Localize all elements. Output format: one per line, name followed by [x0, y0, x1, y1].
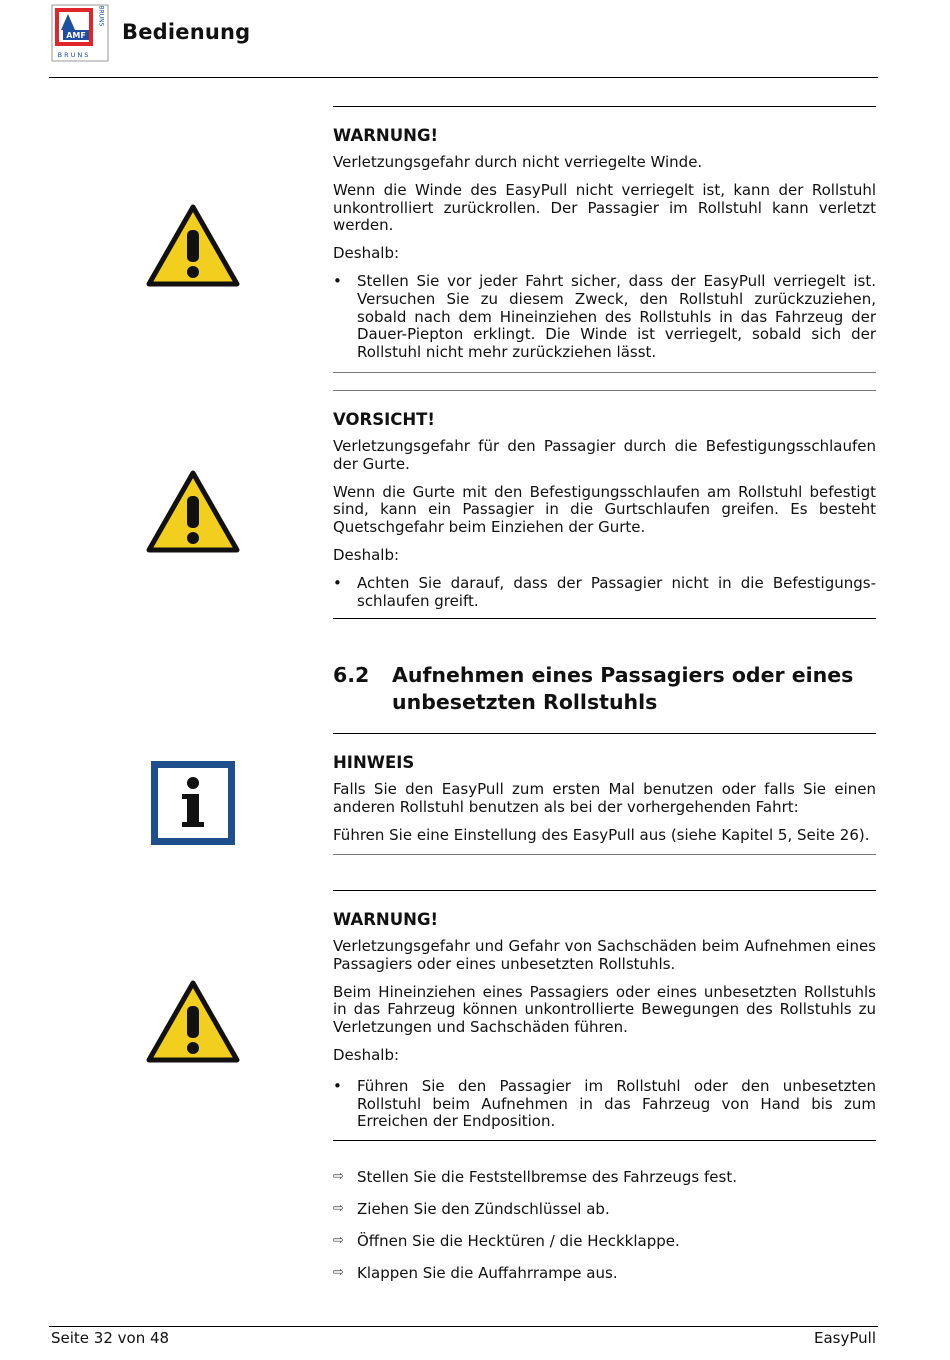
bullet-dot: •	[333, 271, 342, 290]
warning-notice-winch	[333, 106, 876, 373]
notice-paragraph: Beim Hineinziehen eines Passagiers oder eines unbesetzten Rollstuhls in das Fahrzeug können unkontrollierte Bewegungen des Rollstuhls zu Verletzungen und Sachschäden führen.	[333, 982, 876, 1037]
notice-bottom-rule	[333, 372, 876, 373]
warning-triangle-icon	[146, 470, 240, 553]
step-item	[333, 1168, 876, 1200]
logo-side-text: BRUNS	[97, 5, 105, 27]
notice-bullet	[333, 1078, 876, 1131]
bullet-dot: •	[333, 1076, 342, 1095]
notice-paragraph: Deshalb:	[333, 1045, 400, 1064]
arrow-right-icon: ⇨	[333, 1233, 344, 1248]
info-icon	[151, 761, 235, 845]
notice-paragraph: Wenn die Gurte mit den Befestigungsschlaufen am Rollstuhl befestigt sind, kann ein Passagier in die Gurtschlaufen greifen. Es besteht Quetschgefahr beim Einziehen der Gurte.	[333, 482, 876, 537]
notice-bullet	[333, 273, 876, 362]
step-list	[333, 1168, 876, 1296]
notice-paragraph: Deshalb:	[333, 244, 400, 263]
notice-heading: WARNUNG!	[333, 910, 439, 929]
notice-bottom-rule	[333, 618, 876, 619]
bullet-dot: •	[333, 573, 342, 592]
step-text: Ziehen Sie den Zündschlüssel ab.	[357, 1200, 610, 1218]
warning-notice-pickup	[333, 890, 876, 1141]
notice-paragraph: Verletzungsgefahr durch nicht verriegelte Winde.	[333, 153, 703, 171]
notice-top-rule	[333, 390, 876, 391]
arrow-right-icon: ⇨	[333, 1265, 344, 1280]
step-item	[333, 1232, 876, 1264]
arrow-right-icon: ⇨	[333, 1201, 344, 1216]
step-text: Klappen Sie die Auffahrrampe aus.	[357, 1264, 618, 1282]
logo-text: AMF	[66, 31, 86, 40]
notice-bullet	[333, 575, 876, 611]
notice-top-rule	[333, 733, 876, 734]
notice-heading: HINWEIS	[333, 753, 415, 772]
notice-top-rule	[333, 106, 876, 107]
page-number: Seite 32 von 48	[51, 1329, 170, 1347]
notice-paragraph: Verletzungsgefahr und Gefahr von Sachschäden beim Aufnehmen eines Passagiers oder eines unbesetzten Rollstuhls.	[333, 937, 876, 973]
product-name: EasyPull	[814, 1329, 876, 1347]
logo-bottom-text: BRUNS	[57, 51, 91, 59]
notice-top-rule	[333, 890, 876, 891]
notice-bottom-rule	[333, 1140, 876, 1141]
arrow-right-icon: ⇨	[333, 1169, 344, 1184]
bullet-text: Achten Sie darauf, dass der Passagier nicht in die Befestigungs-schlaufen greift.	[357, 573, 876, 610]
notice-paragraph: Falls Sie den EasyPull zum ersten Mal benutzen oder falls Sie einen anderen Rollstuhl benutzen als bei der vorhergehenden Fahrt:	[333, 780, 876, 816]
caution-notice-straps	[333, 390, 876, 619]
step-text: Öffnen Sie die Hecktüren / die Heckklappe.	[357, 1232, 680, 1250]
footer-divider	[49, 1326, 878, 1327]
header-title: Bedienung	[122, 20, 251, 44]
step-item	[333, 1200, 876, 1232]
warning-triangle-icon	[146, 204, 240, 287]
header-divider	[49, 77, 878, 78]
notice-heading: VORSICHT!	[333, 410, 435, 429]
notice-paragraph: Verletzungsgefahr für den Passagier durch die Befestigungsschlaufen der Gurte.	[333, 437, 876, 473]
company-logo	[51, 4, 109, 62]
bullet-text: Führen Sie den Passagier im Rollstuhl oder den unbesetzten Rollstuhl beim Aufnehmen in das Fahrzeug von Hand bis zum Erreichen der Endposition.	[357, 1076, 876, 1131]
notice-paragraph: Wenn die Winde des EasyPull nicht verriegelt ist, kann der Rollstuhl unkontrolliert zurückrollen. Der Passagier im Rollstuhl kann verletzt werden.	[333, 180, 876, 235]
notice-heading: WARNUNG!	[333, 126, 439, 145]
notice-paragraph: Deshalb:	[333, 545, 400, 564]
section-number: 6.2	[333, 663, 370, 687]
notice-paragraph: Führen Sie eine Einstellung des EasyPull aus (siehe Kapitel 5, Seite 26).	[333, 825, 870, 844]
section-title: Aufnehmen eines Passagiers oder eines unbesetzten Rollstuhls	[392, 663, 854, 714]
warning-triangle-icon	[146, 980, 240, 1063]
step-item	[333, 1264, 876, 1296]
bullet-text: Stellen Sie vor jeder Fahrt sicher, dass der EasyPull verriegelt ist. Versuchen Sie zu diesem Zweck, den Rollstuhl zurückzuziehen, sobald nach dem Hineinziehen des Rollstuhls in das Fahrzeug der Dauer-Piepton erklingt. Die Winde ist verriegelt, sobald sich der Rollstuhl nicht mehr zurückziehen lässt.	[357, 271, 876, 362]
info-notice-first-use	[333, 733, 876, 855]
notice-bottom-rule	[333, 854, 876, 855]
step-text: Stellen Sie die Feststellbremse des Fahrzeugs fest.	[357, 1168, 737, 1186]
